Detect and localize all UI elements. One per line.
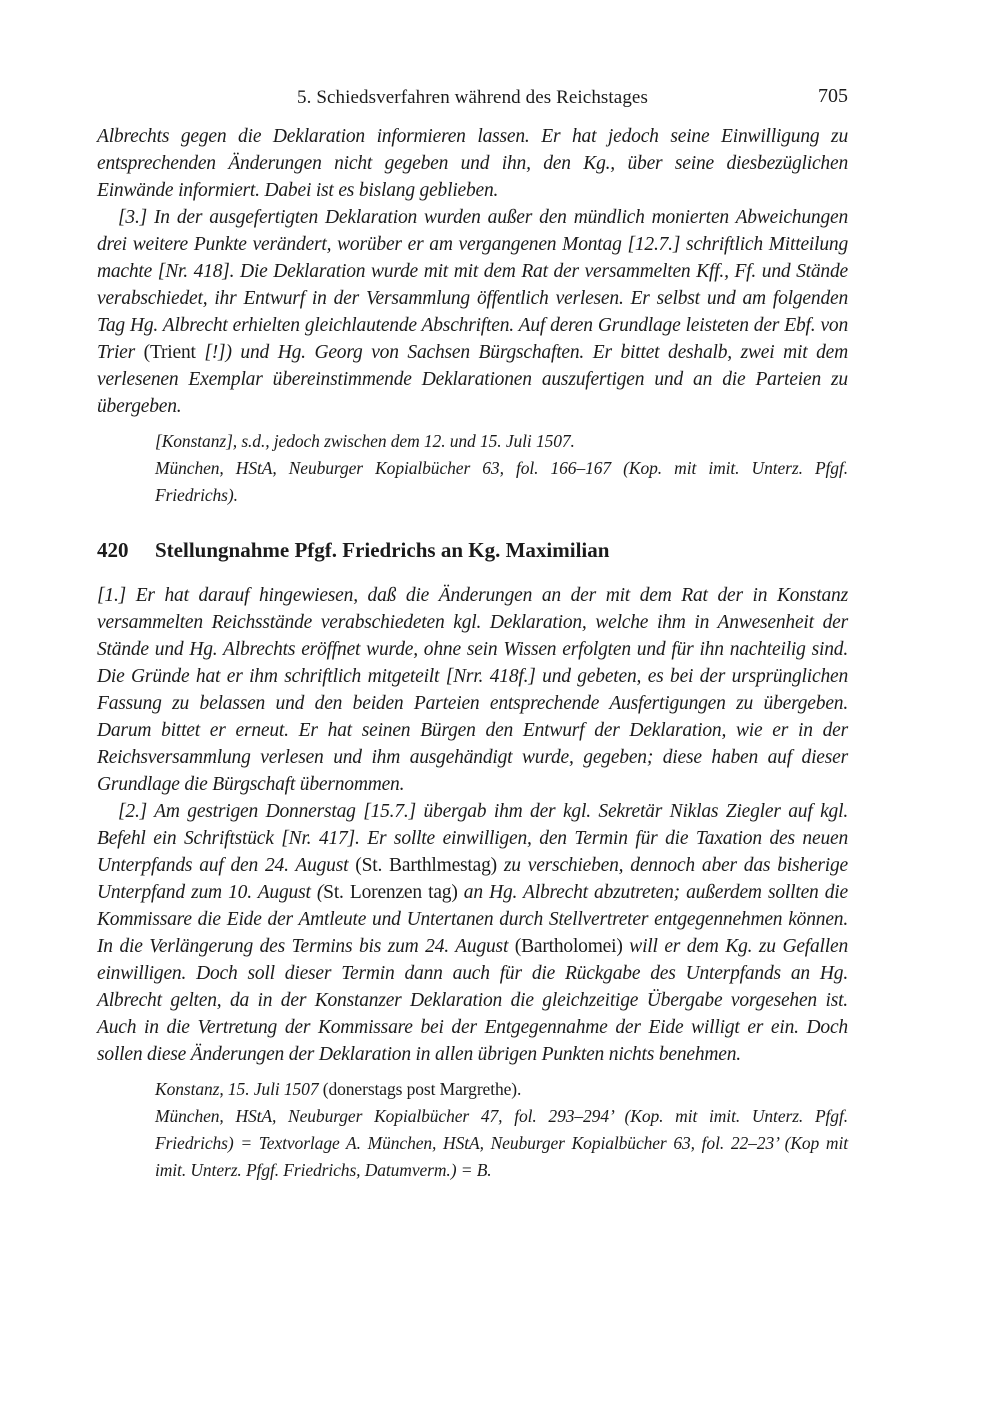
source-date-line: [Konstanz], s.d., jedoch zwischen dem 12. und 15. Juli 1507. xyxy=(155,431,575,451)
document-420 xyxy=(97,535,848,1184)
document-heading xyxy=(97,535,848,565)
document-419 xyxy=(97,123,848,509)
running-title: 5. Schiedsverfahren während des Reichstages xyxy=(297,87,648,108)
document-number: 420 xyxy=(97,538,129,562)
source-archive-line: München, HStA, Neuburger Kopialbücher 63, fol. 166–167 (Kop. mit imit. Unterz. Pfgf. Friedrichs). xyxy=(155,458,848,505)
page-header xyxy=(97,84,848,111)
paragraph-3: [3.] In der ausgefertigten Deklaration wurden außer den mündlich monierten Abweichungen drei weitere Punkte verändert, worüber er am vergangenen Montag [12.7.] schriftlich Mitteilung machte [Nr. 418]. Die Deklaration wurde mit mit dem Rat der versammelten Kff., Ff. und Stände verabschiedet, ihr Entwurf in der Versammlung öffentlich verlesen. Er selbst und am folgenden Tag Hg. Albrecht erhielten gleichlautende Abschriften. Auf deren Grundlage leisteten der Ebf. von Trier (Trient [!]) und Hg. Georg von Sachsen Bürgschaften. Er bittet deshalb, zwei mit dem verlesenen Exemplar übereinstimmende Deklarationen auszufertigen und an die Parteien zu übergeben. xyxy=(97,207,848,417)
text-column xyxy=(97,84,848,1184)
source-note-419 xyxy=(155,428,848,509)
paragraph-1: [1.] Er hat darauf hingewiesen, daß die Änderungen an der mit dem Rat der in Konstanz versammelten Reichsstände verabschiedeten kgl. Deklaration, welche ihm in Anwesenheit der Stände und Hg. Albrechts eröffnet wurde, ohne sein Wissen erfolgten und für ihn nachteilig sind. Die Gründe hat er ihm schriftlich mitgeteilt [Nrr. 418f.] und gebeten, es bei der ursprünglichen Fassung zu belassen und den beiden Parteien entsprechende Ausfertigungen zu übergeben. Darum bittet er erneut. Er hat seinen Bürgen den Entwurf der Deklaration, wie er in der Reichsversammlung verlesen und ihm ausgehändigt wurde, gegeben; diese haben auf dieser Grundlage die Bürgschaft übernommen. xyxy=(97,585,848,795)
source-archive-line: München, HStA, Neuburger Kopialbücher 47, fol. 293–294’ (Kop. mit imit. Unterz. Pfgf. Friedrichs) = Textvorlage A. München, HStA, Neuburger Kopialbücher 63, fol. 22–23’ (Kop mit imit. Unterz. Pfgf. Friedrichs, Datumverm.) = B. xyxy=(155,1106,848,1180)
source-note-420 xyxy=(155,1076,848,1184)
paragraph-2: [2.] Am gestrigen Donnerstag [15.7.] übergab ihm der kgl. Sekretär Niklas Ziegler auf kgl. Befehl ein Schriftstück [Nr. 417]. Er sollte einwilligen, den Termin für die Taxation des neuen Unterpfands auf den 24. August (St. Barthlmestag) zu verschieben, dennoch aber das bisherige Unterpfand zum 10. August (St. Lorenzen tag) an Hg. Albrecht abzutreten; außerdem sollten die Kommissare die Eide der Amtleute und Untertanen durch Stellvertreter entgegennehmen können. In die Verlängerung des Termins bis zum 24. August (Bartholomei) will er dem Kg. zu Gefallen einwilligen. Doch soll dieser Termin dann auch für die Rückgabe des Unterpfands an Hg. Albrecht gelten, da in der Konstanzer Deklaration die gleichzeitige Übergabe vorgesehen ist. Auch in die Vertretung der Kommissare bei der Entgegennahme der Eide willigt er ein. Doch sollen diese Änderungen der Deklaration in allen übrigen Punkten nichts benehmen. xyxy=(97,801,848,1065)
source-date-line: Konstanz, 15. Juli 1507 (donerstags post Margrethe). xyxy=(155,1079,522,1099)
paragraph-continuation: Albrechts gegen die Deklaration informieren lassen. Er hat jedoch seine Einwilligung zu entsprechenden Änderungen nicht gegeben und ihn, den Kg., über seine diesbezüglichen Einwände informiert. Dabei ist es bislang geblieben. xyxy=(97,126,848,201)
page-number: 705 xyxy=(818,85,848,107)
document-title: Stellungnahme Pfgf. Friedrichs an Kg. Maximilian xyxy=(155,538,610,562)
